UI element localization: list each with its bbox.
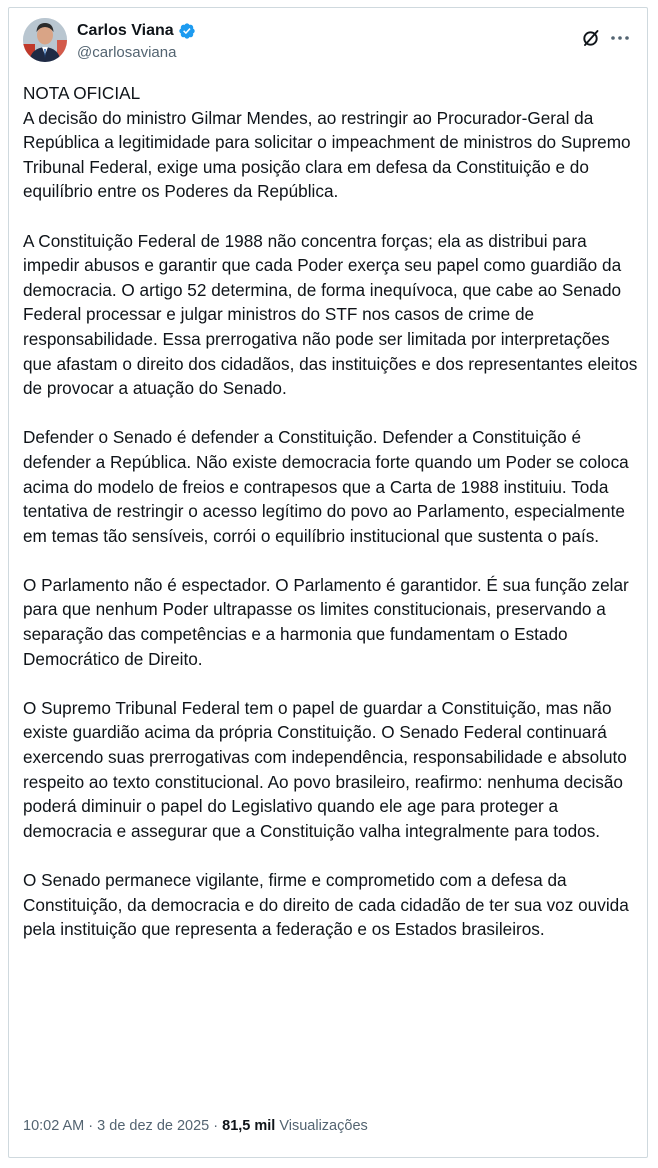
display-name[interactable]: Carlos Viana [77, 22, 174, 39]
verified-badge-icon[interactable] [178, 22, 196, 40]
meta-separator: · [84, 1118, 98, 1134]
tweet-time[interactable]: 10:02 AM [23, 1118, 85, 1134]
author-names [77, 21, 196, 61]
tweet-text [23, 81, 639, 942]
tweet-paragraph-2: A Constituição Federal de 1988 não concentra forças; ela as distribui para impedir abusos e garantir que cada Poder exerça seu papel como guardião da democracia. O artigo 52 determina, de forma inequívoca, que cabe ao Senado Federal processar e julgar ministros do STF nos casos de crime de responsabilidade. Essa prerrogativa não pode ser limitada por interpretações que afastam o direito dos cidadãos, das instituições e dos representantes eleitos de provocar a atuação do Senado. [23, 230, 638, 399]
tweet-paragraph-4: O Parlamento não é espectador. O Parlamento é garantidor. É sua função zelar para que nenhum Poder ultrapasse os limites constitucionais, preservando a separação das competências e a harmonia que fundamentam o Estado Democrático de Direito. [23, 574, 629, 669]
tweet-heading: NOTA OFICIAL [23, 83, 141, 103]
meta-separator: · [209, 1118, 223, 1134]
author-handle[interactable]: @carlosaviana [77, 44, 177, 61]
tweet-paragraph-6: O Senado permanece vigilante, firme e comprometido com a defesa da Constituição, da democracia e do direito de cada cidadão de ter sua voz ouvida pela instituição que representa a federação e os Estados brasileiros. [23, 870, 629, 940]
tweet-header [23, 18, 635, 66]
display-name-row [77, 21, 196, 41]
tweet-paragraph-1: A decisão do ministro Gilmar Mendes, ao restringir ao Procurador-Geral da República a legitimidade para solicitar o impeachment de ministros do Supremo Tribunal Federal, exige uma posição clara em defesa da Constituição e do equilíbrio entre os Poderes da República. [23, 107, 631, 202]
tweet-card [8, 7, 648, 1158]
views-label: Visualizações [279, 1118, 368, 1134]
avatar[interactable] [23, 18, 67, 62]
tweet-meta [23, 1118, 368, 1134]
views-count: 81,5 mil [222, 1118, 276, 1134]
tweet-paragraph-5: O Supremo Tribunal Federal tem o papel de guardar a Constituição, mas não existe guardião acima da própria Constituição. O Senado Federal continuará exercendo suas prerrogativas com independência, responsabilidade e absoluto respeito ao texto constitucional. Ao povo brasileiro, reafirmo: nenhuma decisão poderá diminuir o papel do Legislativo quando ele age para proteger a democracia e assegurar que a Constituição valha integralmente para todos. [23, 697, 627, 841]
avatar-image [23, 18, 67, 62]
grok-icon[interactable] [581, 28, 601, 48]
more-options-icon[interactable] [609, 29, 631, 47]
tweet-date[interactable]: 3 de dez de 2025 [97, 1118, 210, 1134]
tweet-paragraph-3: Defender o Senado é defender a Constituição. Defender a Constituição é defender a República. Não existe democracia forte quando um Poder se coloca acima do modelo de freios e contrapesos que a Carta de 1988 instituiu. Toda tentativa de restringir o acesso legítimo do povo ao Parlamento, especialmente em temas tão sensíveis, corrói o equilíbrio institucional que sustenta o país. [23, 427, 629, 546]
